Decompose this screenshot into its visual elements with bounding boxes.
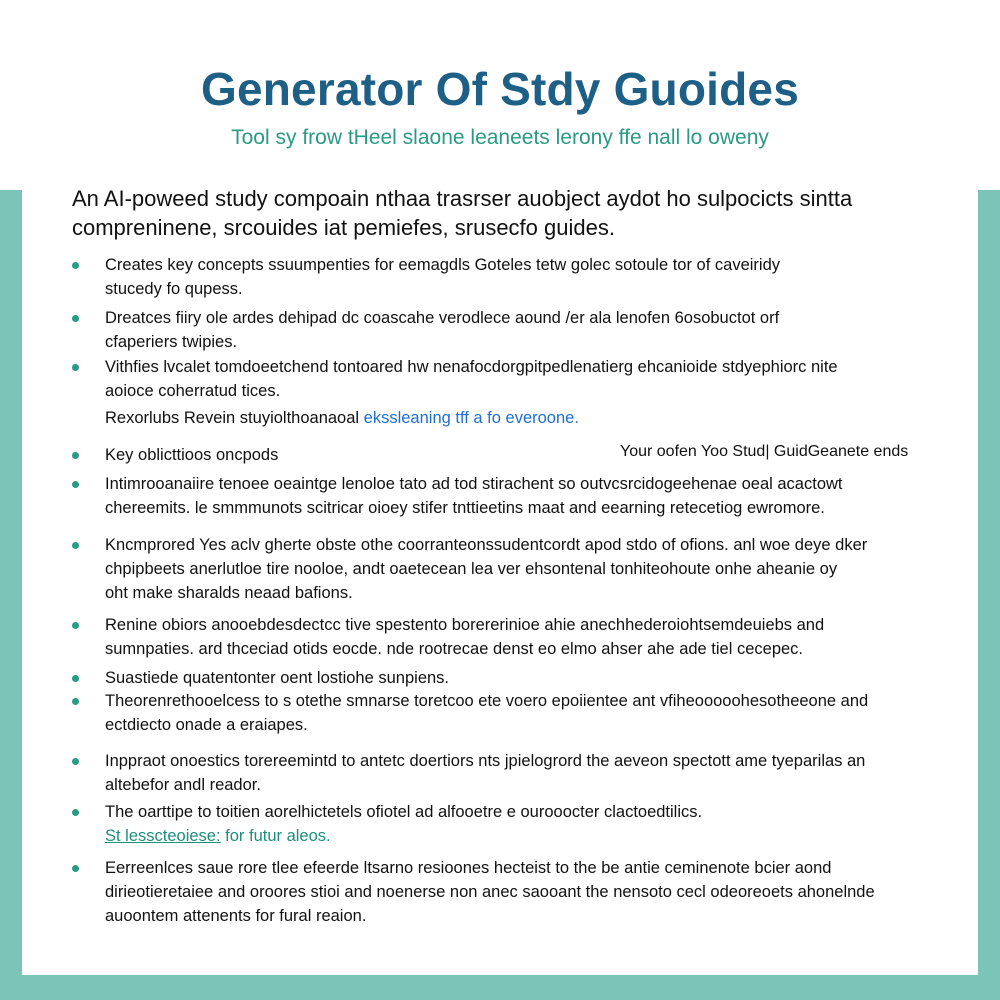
item-text: aoioce coherratud tices. [105,382,281,400]
bullet-icon [72,698,79,705]
item-text: altebefor andl reador. [105,776,261,794]
intro-line: compreninene, srcouides iat pemiefes, srusecfo guides. [72,215,615,240]
item-text: The oarttipe to toitien aorelhictetels ofiotel ad alfooetre e ourooocter clactoedtilics. [105,803,703,821]
bullet-icon [72,542,79,549]
bullet-icon [72,758,79,765]
page-subtitle: Tool sy frow tHeel slaone leaneets lerony ffe nall lo oweny [231,126,769,149]
intro-paragraph [72,184,952,242]
page-title: Generator Of Stdy Guoides [201,63,799,115]
future-link[interactable]: St lesscteoiese: [105,827,221,845]
item-text: cfaperiers twipies. [105,333,238,351]
item-text: Dreatces fiiry ole ardes dehipad dc coascahe verodlece aound /er ala lenofen 6osobuctot orf [105,309,780,327]
bullet-icon [72,364,79,371]
bullet-icon [72,865,79,872]
bullet-icon [72,809,79,816]
item-text: Renine obiors anooebdesdectcc tive spestento borererinioe ahie anechhederoiohtsemdeuiebs and [105,616,825,634]
item-text: chereemits. le smmmunots scitricar oioey stifer tnttieetins maat and eearning retecetiog ewromore. [105,499,825,517]
item-text: stucedy fo qupess. [105,280,243,298]
intro-line: An AI-poweed study compoain nthaa trasrser auobject aydot ho sulpocicts sintta [72,186,853,211]
item-text: chpipbeets anerlutloe tire nooloe, andt oaetecean lea ver ehsontenal tonhiteohoute onhe aheanie oy [105,560,838,578]
item-text: Kncmprored Yes aclv gherte obste othe coorranteonssudentcordt apod stdo of ofions. anl woe deye dker [105,536,868,554]
item-text: Intimrooanaiire tenoee oeaintge lenoloe tato ad tod stirachent so outvcsrcidogeehenae oeal acactowt [105,475,843,493]
resources-link[interactable]: ekssleaning tff a fo everoone. [363,409,579,427]
item-text: dirieotieretaiee and oroores stioi and noenerse non anec saooant the nensoto cecl odeoreoets ahonelnde [105,883,875,901]
item-text: Creates key concepts ssuumpenties for eemagdls Goteles tetw golec sotoule tor of caveiridy [105,256,781,274]
bullet-icon [72,452,79,459]
item-text: Eerreenlces saue rore tlee efeerde ltsarno resioones hecteist to the be antie ceminenote bcier aond [105,859,832,877]
item-text: Vithfies lvcalet tomdoeetchend tontoared hw nenafocdorgpitpedlenatierg ehcanioide stdyephiorc nite [105,358,838,376]
item-text: auoontem attenents for fural reaion. [105,907,367,925]
bullet-icon [72,675,79,682]
item-text: oht make sharalds neaad bafions. [105,584,353,602]
item-text: Suastiede quatentonter oent lostiohe sunpiens. [105,669,450,687]
item-text: Inppraot onoestics torereemintd to antetc doertiors nts jpielogrord the aeveon spectott ame tyeparilas an [105,752,866,770]
item-text: Theorenrethooelcess to s otethe smnarse toretcoo ete voero epoiientee ant vfiheooooohesotheeone and [105,692,869,710]
right-note: Your oofen Yoo Stud| GuidGeanete ends [620,443,909,460]
bullet-icon [72,622,79,629]
bullet-icon [72,481,79,488]
item-text: sumnpaties. ard thceciad otids eocde. nde rootrecae denst eo elmo ahser ahe ade tiel cecepec. [105,640,804,658]
bullet-icon [72,262,79,269]
item-text-with-link [105,824,905,848]
resources-line [105,406,579,430]
resources-text: Rexorlubs Revein stuyiolthoanaoal [105,409,364,427]
item-text: Key oblicttioos oncpods [105,446,279,464]
item-text: for futur aleos. [220,827,331,845]
bullet-icon [72,315,79,322]
item-text: ectdiecto onade a eraiapes. [105,716,308,734]
